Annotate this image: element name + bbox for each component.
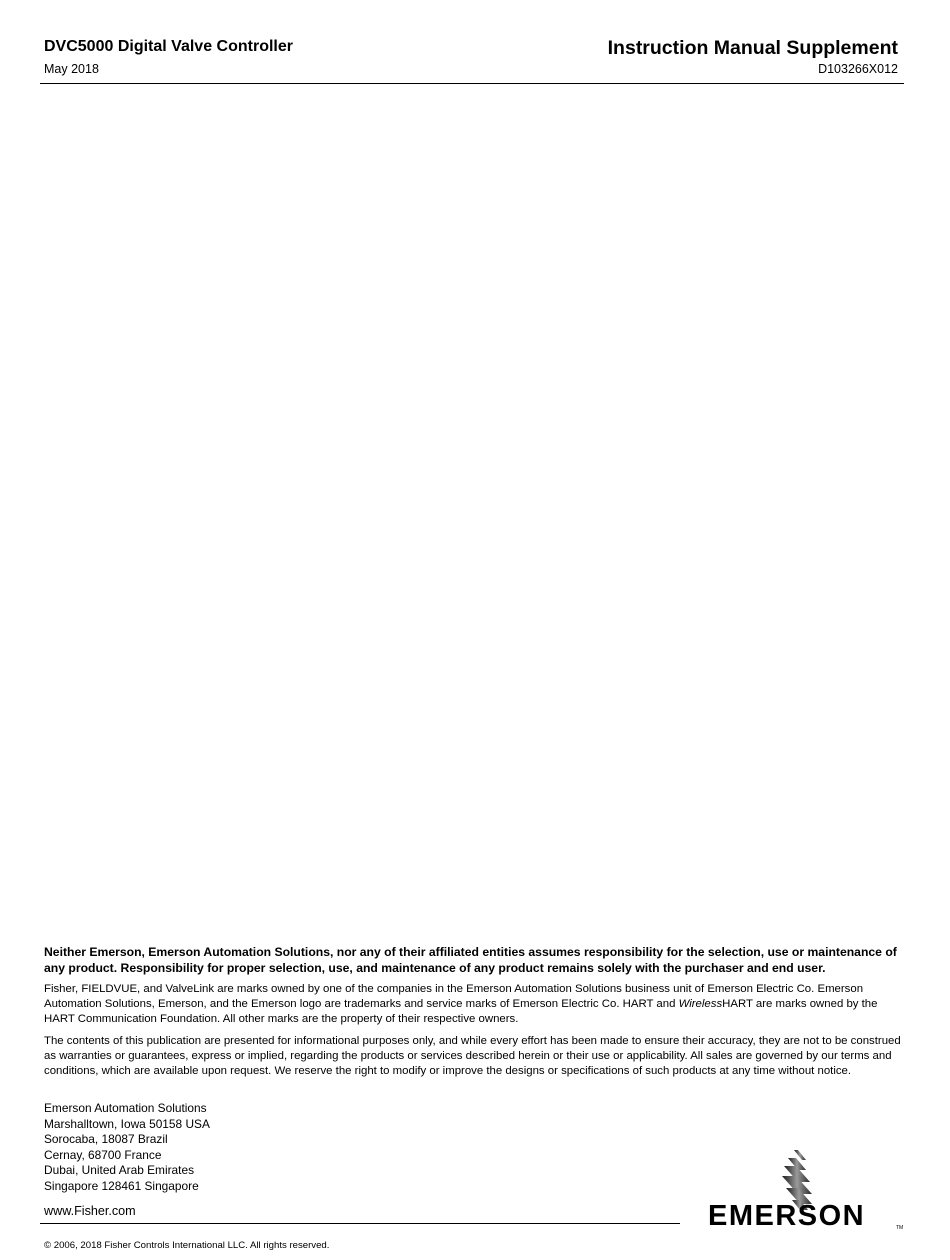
address-line: Sorocaba, 18087 Brazil (44, 1132, 168, 1147)
trademarks-text-2: HART are marks owned by the HART Communication Foundation. All other marks are the property of their respective owners. (44, 998, 878, 1025)
document-number: D103266X012 (818, 62, 898, 76)
trademark-symbol: TM (896, 1225, 904, 1231)
website-link[interactable]: www.Fisher.com (44, 1204, 136, 1218)
emerson-wordmark: EMERSON (708, 1200, 866, 1232)
trademarks-text-1: Fisher, FIELDVUE, and ValveLink are marks owned by one of the companies in the Emerson Automation Solutions business unit of Emerson Electric Co. Emerson Automation Solutions, Emerson, and the Emerson logo are trademarks and service marks of Emerson Electric Co. HART and (44, 983, 864, 1010)
copyright-notice: © 2006, 2018 Fisher Controls International LLC. All rights reserved. (44, 1240, 330, 1251)
liability-disclaimer: Neither Emerson, Emerson Automation Solutions, nor any of their affiliated entities assumes responsibility for the selection, use or maintenance of any product. Responsibility for proper selection, use, and maintenance of any product remains solely with the purchaser and end user. (44, 945, 897, 975)
product-title: DVC5000 Digital Valve Controller (44, 38, 293, 55)
footer-divider (40, 1223, 680, 1224)
trademarks-notice (44, 982, 904, 1027)
contents-notice: The contents of this publication are presented for informational purposes only, and while every effort has been made to ensure their accuracy, they are not to be construed as warranties or guarantees, express or implied, regarding the products or services described herein or their use or applicability. All sales are governed by our terms and conditions, which are available upon request. We reserve the right to modify or improve the designs or specifications of such products at any time without notice. (44, 1035, 901, 1077)
publication-date: May 2018 (44, 62, 99, 76)
document-type: Instruction Manual Supplement (607, 37, 898, 59)
address-line: Marshalltown, Iowa 50158 USA (44, 1116, 210, 1131)
header-divider (40, 83, 904, 84)
address-line: Dubai, United Arab Emirates (44, 1163, 195, 1178)
address-line: Cernay, 68700 France (44, 1147, 162, 1162)
address-line: Singapore 128461 Singapore (44, 1178, 199, 1193)
trademarks-italic: Wireless (678, 998, 723, 1010)
company-address (44, 1101, 210, 1195)
company-name: Emerson Automation Solutions (44, 1101, 207, 1115)
